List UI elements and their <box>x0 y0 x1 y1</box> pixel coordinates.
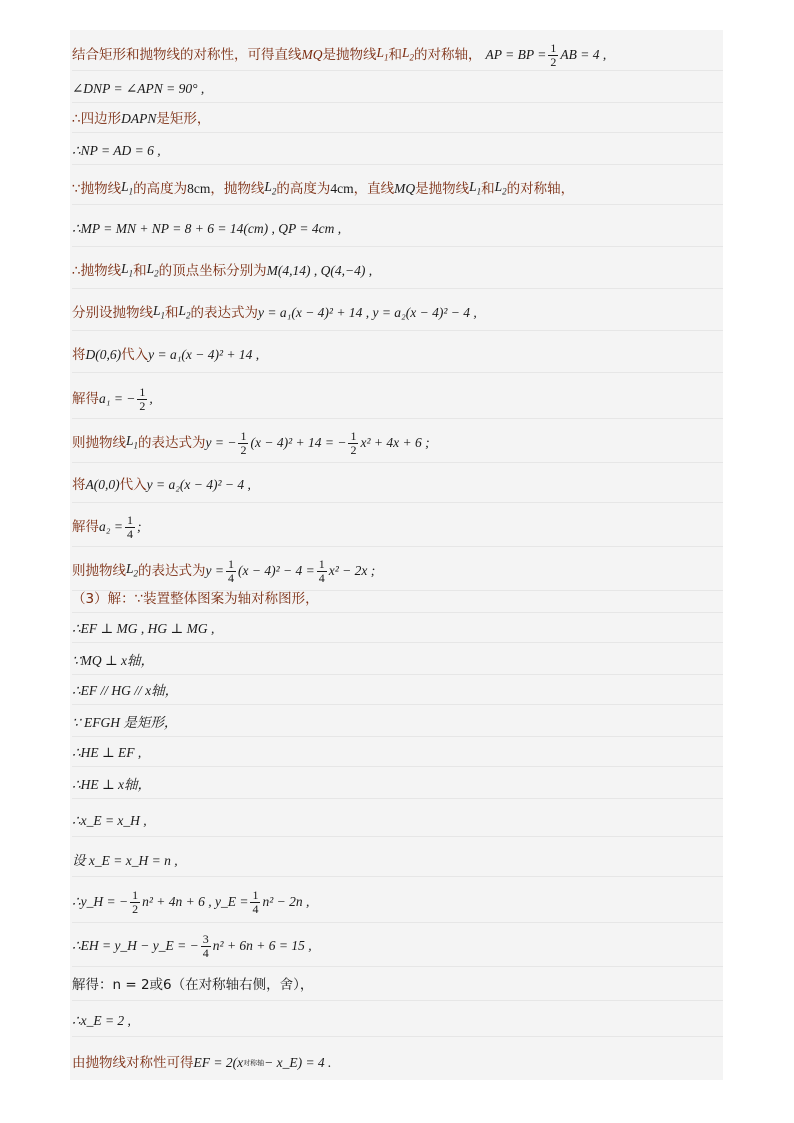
line-13: 解得 a₂ = $\frac{1}{4}$ ; <box>72 508 723 547</box>
line-04: ∴NP = AD = 6 , <box>72 138 723 165</box>
line-18: ∴EF // HG // x轴， <box>72 678 723 705</box>
line-12: 将 A(0,0) 代入 y = a₂(x − 4)² − 4 , <box>72 468 723 503</box>
line-07: ∴抛物线 $L_1$ 和 $L_2$ 的顶点坐标分别为 M(4,14) , Q(4,−4) , <box>72 254 723 289</box>
line-20: ∴HE ⊥ EF , <box>72 740 723 767</box>
line-16: ∴EF ⊥ MG , HG ⊥ MG , <box>72 616 723 643</box>
line-23: 设 x_E = x_H = n , <box>72 846 723 877</box>
line-25: ∴EH = y_H − y_E = − $\frac{3}{4}$ n² + 6n + 6 = 15 , <box>72 926 723 967</box>
line-11: 则抛物线 $L_1$ 的表达式为 y = − $\frac{1}{2}$ (x − 4)² + 14 = − $\frac{1}{2}$ x² + 4x + 6 ; <box>72 424 723 463</box>
line-17: ∵MQ ⊥ x轴， <box>72 648 723 675</box>
line-21: ∴HE ⊥ x轴， <box>72 772 723 799</box>
line-10: 解得 a₁ = − $\frac{1}{2}$ , <box>72 380 723 419</box>
line-14: 则抛物线 $L_2$ 的表达式为 y = $\frac{1}{4}$ (x − 4)² − 4 = $\frac{1}{4}$ x² − 2x ; <box>72 552 723 591</box>
solution-sheet <box>70 30 723 1080</box>
line-03: ∴四边形 DAPN 是矩形， <box>72 106 723 133</box>
line-01: 结合矩形和抛物线的对称性，可得直线 MQ 是抛物线 $L_1$ 和 $L_2$ 的对称轴， AP = BP = $\frac{1}{2}$ AB = 4 , <box>72 40 723 71</box>
line-15: （3）解：∵装置整体图案为轴对称图形， <box>72 586 723 613</box>
line-28: 由抛物线对称性可得 EF = 2(x 对称轴 − x_E) = 4 . <box>72 1055 332 1071</box>
line-09: 将 D(0,6) 代入 y = a₁(x − 4)² + 14 , <box>72 338 723 373</box>
line-06: ∴MP = MN + NP = 8 + 6 = 14(cm) , QP = 4cm , <box>72 212 723 247</box>
line-08: 分别设抛物线 $L_1$ 和 $L_2$ 的表达式为 y = a₁(x − 4)² + 14 , y = a₂(x − 4)² − 4 , <box>72 296 723 331</box>
line-24: ∴y_H = − $\frac{1}{2}$ n² + 4n + 6 , y_E = $\frac{1}{4}$ n² − 2n , <box>72 882 723 923</box>
line-19: ∵ EFGH 是矩形， <box>72 710 723 737</box>
line-27: ∴x_E = 2 , <box>72 1006 723 1037</box>
line-26: 解得：n = 2或6（在对称轴右侧，舍）， <box>72 970 723 1001</box>
line-05: ∵抛物线 $L_1$ 的高度为 8cm ，抛物线 $L_2$ 的高度为 4cm ，直线 MQ 是抛物线 $L_1$ 和 $L_2$ 的对称轴， <box>72 174 723 205</box>
line-22: ∴x_E = x_H , <box>72 806 723 837</box>
line-02: ∠DNP = ∠APN = 90° , <box>72 76 723 103</box>
